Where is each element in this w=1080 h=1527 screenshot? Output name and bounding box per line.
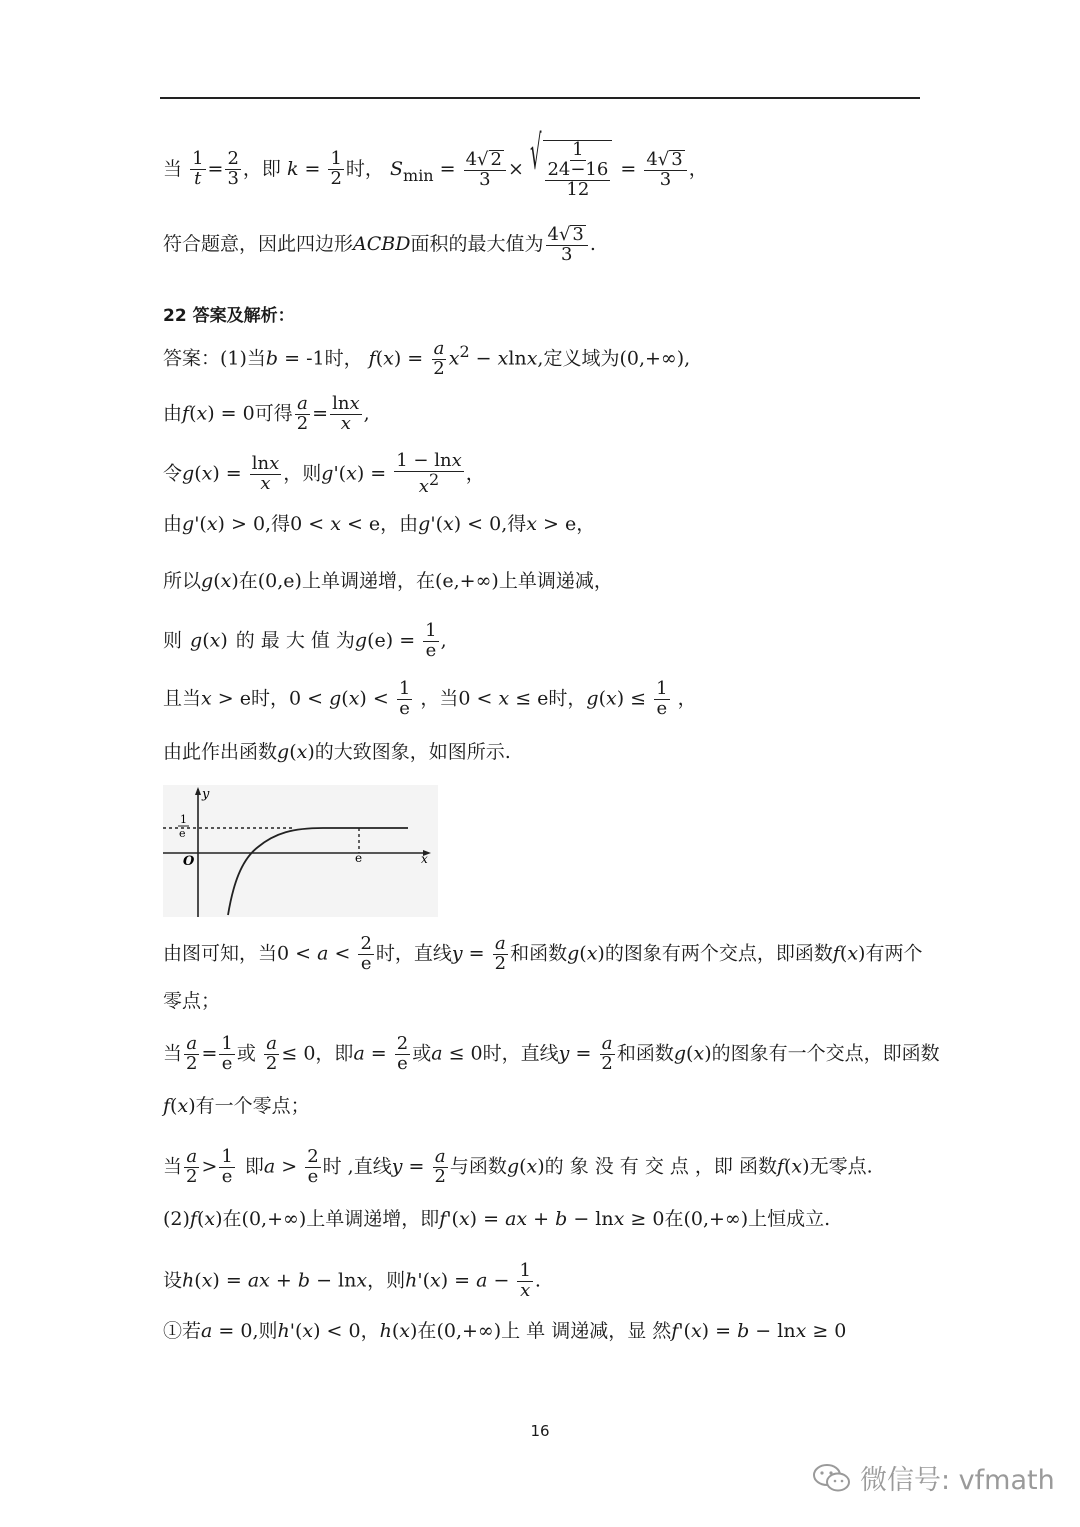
text: ,得 <box>501 513 527 535</box>
text: 在 <box>222 1208 242 1230</box>
page-number: 16 <box>530 1422 550 1440</box>
text-line: f(x)有一个零点； <box>163 1095 310 1117</box>
text-line: 令g(x) = $\frac{\ln x}{x}$ ，则g'(x) = $\frac{1 - \ln x}{x^2}$ ， <box>163 450 485 497</box>
text: 的图象有一个交点，即函数 <box>711 1042 940 1065</box>
text: 上单调递增，即 <box>306 1208 440 1230</box>
text: 时，直线 <box>482 1042 559 1065</box>
tick-den: e <box>179 827 186 840</box>
text: 上 单 调递减，显 然 <box>501 1320 672 1342</box>
text-line: 符合题意，因此四边形ACBD面积的最大值为 $\frac{4√ 3}{3}$ . <box>163 224 596 265</box>
text: 则 <box>163 629 183 652</box>
text: 上单调递减， <box>498 570 613 592</box>
text: ，当 <box>420 687 459 710</box>
text: 有两个 <box>865 942 923 965</box>
e-label: e <box>355 851 363 865</box>
text: ，由 <box>380 513 419 535</box>
text: ①若 <box>163 1320 202 1342</box>
text: 或 <box>412 1042 432 1065</box>
text: 当 <box>163 157 183 180</box>
tick-num: 1 <box>180 813 187 826</box>
text-line: 所以g(x)在(0,e)上单调递增，在(e,+∞)上单调递减， <box>163 570 613 592</box>
wechat-icon <box>812 1463 852 1493</box>
text: 时， <box>345 157 384 180</box>
text-line: 当 $\frac{1}{t}$ = $\frac{2}{3}$ ，即 k = $\frac{1}{2}$ 时， $S_{min}$ = $\frac{4√ 2}{3}$ × √ $\frac{1}{\frac{24-16}{12}}$ = $\frac{4√ 3}{3}$ ， <box>163 126 708 200</box>
text-line: 由此作出函数g(x)的大致图象，如图所示. <box>163 741 511 763</box>
text: 时，直线 <box>375 942 452 965</box>
text-line: ①若a = 0,则h'(x) < 0，h(x)在(0,+∞)上 单 调递减，显 然f'(x) = b − lnx ≥ 0 <box>163 1320 847 1342</box>
text-line: 设h(x) = ax + b − lnx，则h'(x) = a − $\frac{1}{x}$ . <box>163 1260 541 1301</box>
text: ,得 <box>265 513 291 535</box>
text: 与函数 <box>449 1155 507 1178</box>
text: 即 <box>244 1155 264 1178</box>
text: ， <box>688 157 708 180</box>
function-graph <box>163 785 438 917</box>
text: 上恒成立. <box>748 1208 831 1230</box>
text: (2) <box>163 1208 190 1230</box>
text: 由此作出函数 <box>163 741 278 763</box>
text: ， <box>360 1320 380 1342</box>
text: 面积的最大值为 <box>410 232 544 255</box>
text-line: 当 $\frac{a}{2}$ > $\frac{1}{e}$ 即a > $\frac{2}{e}$ 时 ,直线y = $\frac{a}{2}$ 与函数g(x)的 象 没 有 交 点 ，即 函数f(x)无零点. <box>163 1146 873 1187</box>
text: ，则 <box>283 462 322 485</box>
text: 时， <box>548 687 587 710</box>
text: 和函数 <box>616 1042 674 1065</box>
origin-label: O <box>183 854 195 869</box>
text: 由 <box>163 513 183 535</box>
x-label: x <box>421 852 428 866</box>
text-line: 由g'(x) > 0,得0 < x < e，由g'(x) < 0,得x > e， <box>163 513 596 535</box>
text-line: 答案：(1)当b = -1时， f(x) = $\frac{a}{2}$ $x^2 - xlnx$,定义域为(0,+∞), <box>163 338 691 379</box>
text: 时 ,直线 <box>322 1155 392 1178</box>
y-label: y <box>202 787 210 802</box>
text: 所以 <box>163 570 202 592</box>
text: 在 <box>664 1208 684 1230</box>
graph-background <box>163 785 438 917</box>
text: 的大致图象，如图所示. <box>314 741 511 763</box>
text: ，则 <box>367 1269 406 1292</box>
text-line: 且当x > e时，0 < g(x) < $\frac{1}{e}$ ，当0 < x ≤ e时，g(x) ≤ $\frac{1}{e}$ ， <box>163 678 697 719</box>
text: 时， <box>324 347 363 370</box>
text: 或 <box>236 1042 256 1065</box>
text: 在 <box>238 570 258 592</box>
text: 设 <box>163 1269 183 1292</box>
text: ，即 <box>242 157 281 180</box>
text: 当 <box>163 1155 183 1178</box>
header-rule <box>160 97 920 99</box>
text: 有一个零点； <box>195 1095 310 1117</box>
text: 由图可知，当 <box>163 942 278 965</box>
text: 上单调递增，在 <box>301 570 435 592</box>
text: ,则 <box>252 1320 278 1342</box>
text: 当 <box>163 1042 183 1065</box>
text: ,定义域为 <box>537 347 620 370</box>
text: 符合题意，因此四边形 <box>163 232 354 255</box>
text-line: 由图可知，当0 < a < $\frac{2}{e}$ 时，直线y = $\frac{a}{2}$ 和函数g(x)的图象有两个交点，即函数f(x)有两个 <box>163 933 923 974</box>
text-line: 当 $\frac{a}{2}$ = $\frac{1}{e}$ 或 $\frac{a}{2}$ ≤ 0，即a = $\frac{2}{e}$ 或a ≤ 0时，直线y = $\frac{a}{2}$ 和函数g(x)的图象有一个交点，即函数 <box>163 1033 940 1074</box>
watermark <box>812 1458 1055 1497</box>
text: 零点； <box>163 990 221 1012</box>
text: 的 最 大 值 为 <box>235 629 355 652</box>
text: 时， <box>250 687 289 710</box>
text: 的 象 没 有 交 点 ，即 函数 <box>544 1155 777 1178</box>
watermark-text: 微信号: vfmath <box>860 1465 1055 1496</box>
text: 由 <box>163 402 183 425</box>
text: 在 <box>417 1320 437 1342</box>
text: 令 <box>163 462 183 485</box>
text-line: (2)f(x)在(0,+∞)上单调递增，即f'(x) = ax + b − lnx ≥ 0在(0,+∞)上恒成立. <box>163 1208 831 1230</box>
text: 和函数 <box>510 942 568 965</box>
text-line <box>163 992 220 1011</box>
section-heading: 22 答案及解析： <box>163 306 295 326</box>
text: 的图象有两个交点，即函数 <box>604 942 833 965</box>
text: 可得 <box>254 402 293 425</box>
text: 无零点. <box>809 1155 873 1178</box>
text: 答案：(1)当 <box>163 347 266 370</box>
text: ，即 <box>315 1042 354 1065</box>
text: 且当 <box>163 687 202 710</box>
text-line: 由f(x) = 0可得 $\frac{a}{2}$ = $\frac{\ln x}{x}$ , <box>163 393 370 434</box>
text-line: 则 g(x) 的 最 大 值 为g(e) = $\frac{1}{e}$ , <box>163 620 447 661</box>
